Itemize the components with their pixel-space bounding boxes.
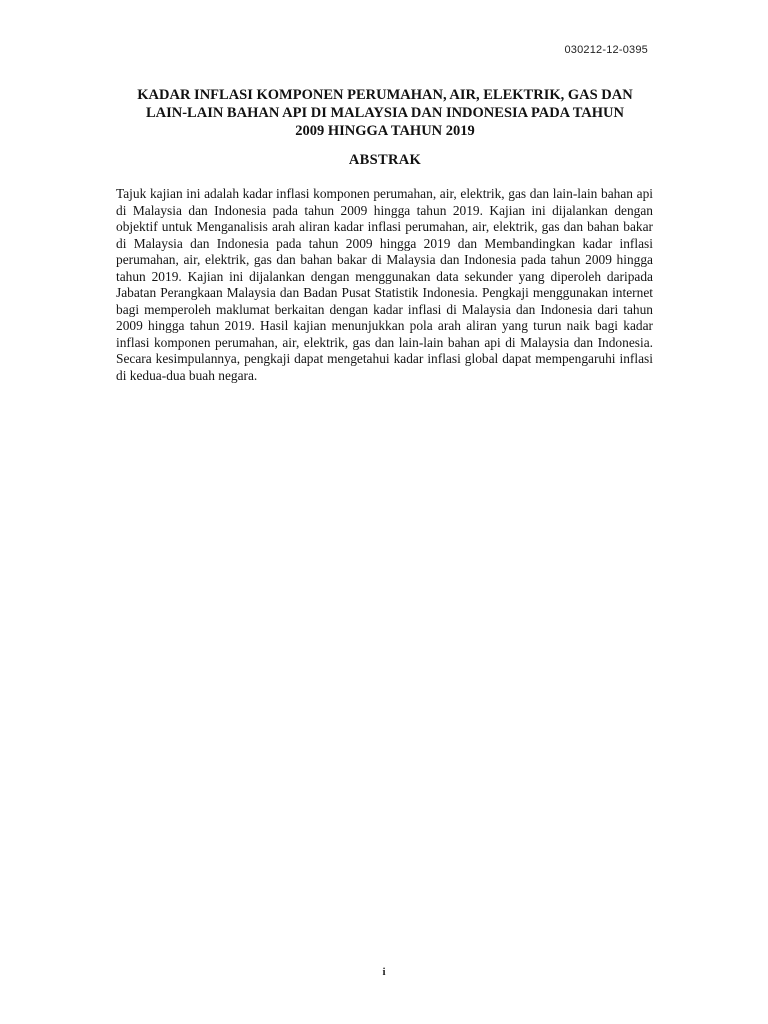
abstract-body: Tajuk kajian ini adalah kadar inflasi komponen perumahan, air, elektrik, gas dan lain-lain bahan api di Malaysia dan Indonesia pada tahun 2009 hingga tahun 2019. Kajian ini dijalankan dengan objektif untuk Menganalisis arah aliran kadar inflasi perumahan, air, elektrik, gas dan bahan bakar di Malaysia dan Indonesia pada tahun 2009 hingga 2019 dan Membandingkan kadar inflasi perumahan, air, elektrik, gas dan bahan bakar di Malaysia dan Indonesia pada tahun 2009 hingga tahun 2019. Kajian ini dijalankan dengan menggunakan data sekunder yang diperoleh daripada Jabatan Perangkaan Malaysia dan Badan Pusat Statistik Indonesia. Pengkaji menggunakan internet bagi memperoleh maklumat berkaitan dengan kadar inflasi di Malaysia dan Indonesia dari tahun 2009 hingga tahun 2019. Hasil kajian menunjukkan pola arah aliran yang turun naik bagi kadar inflasi komponen perumahan, air, elektrik, gas dan lain-lain bahan api di Malaysia dan Indonesia. Secara kesimpulannya, pengkaji dapat mengetahui kadar inflasi global dapat mempengaruhi inflasi di kedua-dua buah negara.	[116, 186, 653, 383]
title-line: 2009 HINGGA TAHUN 2019	[295, 123, 475, 139]
title-line: LAIN-LAIN BAHAN API DI MALAYSIA DAN INDONESIA PADA TAHUN	[145, 105, 625, 121]
page-number: i	[382, 966, 386, 978]
document-id: 030212-12-0395	[564, 44, 648, 56]
title-line: KADAR INFLASI KOMPONEN PERUMAHAN, AIR, ELEKTRIK, GAS DAN	[137, 87, 633, 103]
abstract-heading: ABSTRAK	[348, 152, 422, 168]
document-title	[110, 86, 660, 140]
